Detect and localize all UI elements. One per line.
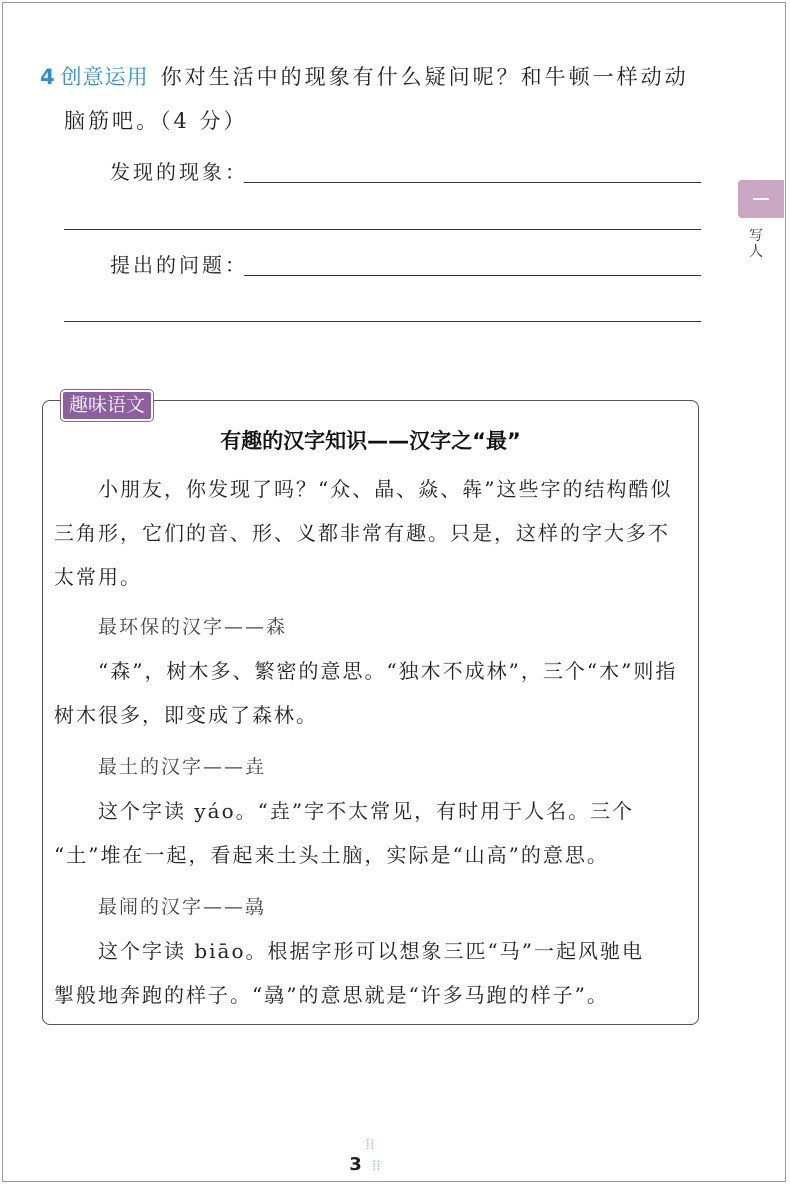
yao-line-1: 这个字读 yáo。“垚”字不太常见，有时用于人名。三个 [98,799,635,823]
page-number-area [335,1133,405,1175]
unit-section-label: 写人 [749,228,763,260]
biao-line-2: 掣般地奔跑的样子。“骉”的意思就是“许多马跑的样子”。 [54,983,609,1007]
answer-line-1[interactable] [244,182,701,183]
answer-line-4[interactable] [64,321,701,322]
box-title: 有趣的汉字知识——汉字之“最” [220,429,521,453]
question-text-1: 你对生活中的现象有什么疑问呢？和牛顿一样动动 [160,65,689,89]
subheading-sen: 最环保的汉字——森 [98,616,288,638]
page-number: 3 [349,1154,362,1175]
sen-line-2: 树木很多，即变成了森林。 [54,703,318,727]
fun-chinese-tag: 趣味语文 [61,390,153,421]
yao-line-2: “土”堆在一起，看起来土头土脑，实际是“山高”的意思。 [54,843,609,867]
answer-line-2[interactable] [64,229,701,230]
answer-line-3[interactable] [244,275,701,276]
intro-paragraph [54,467,694,599]
sen-paragraph [54,649,694,737]
subheading-yao: 最土的汉字——垚 [98,756,267,778]
page-ornament-right-icon: ⁞⁞ [371,1158,381,1174]
biao-line-1: 这个字读 biāo。根据字形可以想象三匹“马”一起风驰电 [98,939,644,963]
question-text-2: 脑筋吧。（4 分） [64,109,248,133]
page-ornament-left-icon: ⁞⁞ [365,1137,375,1153]
question-number: 4 [40,65,55,89]
question-type: 创意运用 [60,65,149,89]
intro-line-1: 小朋友，你发现了吗？“众、晶、焱、犇”这些字的结构酷似 [98,477,673,501]
sen-line-1: “森”，树木多、繁密的意思。“独木不成林”，三个“木”则指 [98,659,678,683]
yao-paragraph [54,789,694,877]
intro-line-3: 太常用。 [54,565,142,589]
unit-tab-mark [753,198,769,200]
unit-tab [738,180,784,218]
field-label-phenomenon: 发现的现象： [110,160,248,184]
field-label-question: 提出的问题： [110,253,248,277]
subheading-biao: 最闹的汉字——骉 [98,896,267,918]
question-line-1 [40,60,720,94]
intro-line-2: 三角形，它们的音、形、义都非常有趣。只是，这样的字大多不 [54,521,670,545]
biao-paragraph [54,929,694,1017]
